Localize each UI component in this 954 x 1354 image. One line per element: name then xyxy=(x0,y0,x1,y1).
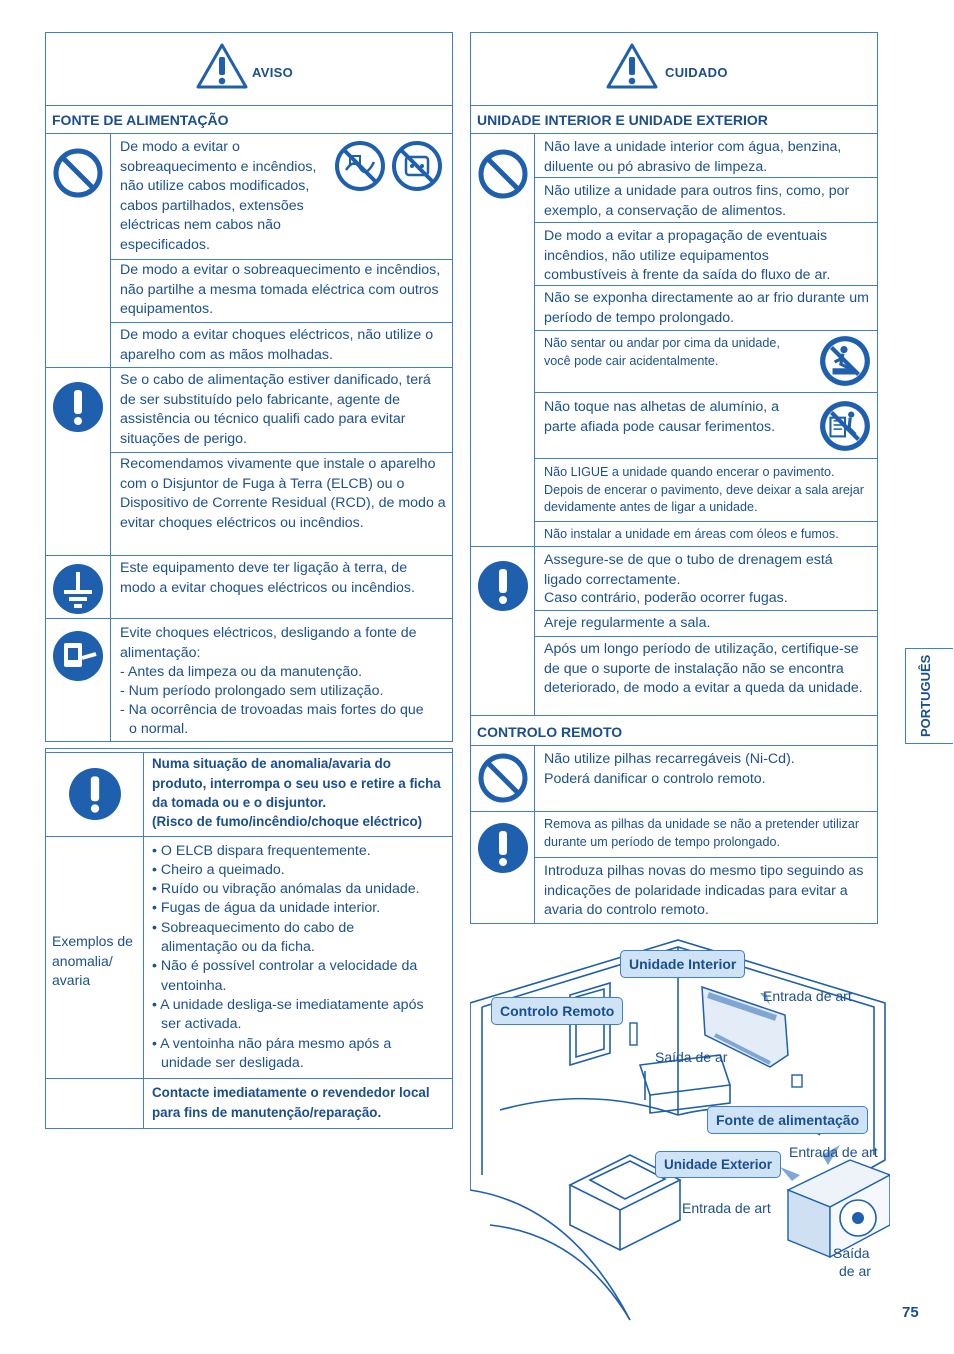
unplug-icon xyxy=(52,630,104,687)
label-air-outlet: Saída xyxy=(833,1245,870,1261)
anomaly-item: ventoinha. xyxy=(161,978,227,994)
label-remote: Controlo Remoto xyxy=(491,997,623,1025)
caution-row-10: Areje regularmente a sala. xyxy=(544,615,711,631)
mandatory-icon xyxy=(477,822,529,879)
warning-row-6: Este equipamento deve ter ligação à terra, de modo a evitar choques eléctricos ou incêndios. xyxy=(120,560,415,596)
caution-row-4: Não se exponha directamente ao ar frio durante um período de tempo prolongado. xyxy=(544,290,869,326)
label-air-inlet: Entrada de art xyxy=(763,988,852,1004)
language-tab: PORTUGUÊS xyxy=(905,648,953,744)
caution-row-8: Não instalar a unidade em áreas com óleos e fumos. xyxy=(544,527,839,541)
warning-triangle-icon xyxy=(606,42,658,95)
ground-icon xyxy=(52,563,104,620)
unplug-item-2: - Num período prolongado sem utilização. xyxy=(120,683,384,699)
mandatory-icon xyxy=(52,381,104,438)
anomaly-subtitle: (Risco de fumo/incêndio/choque eléctrico) xyxy=(152,814,423,829)
anomaly-item: • A unidade desliga-se imediatamente após xyxy=(152,997,424,1013)
warning-row-2: De modo a evitar o sobreaquecimento e incêndios, não partilhe a mesma tomada eléctrica com outros equipamentos. xyxy=(120,262,441,317)
caution-row-7: Não LIGUE a unidade quando encerar o pavimento. Depois de encerar o pavimento, deve deixar a sala arejar devidamente antes de ligar a unidade. xyxy=(544,465,864,514)
label-air-outlet: de ar xyxy=(839,1263,871,1279)
anomaly-examples-label: Exemplos de anomalia/ avaria xyxy=(52,933,133,988)
warning-triangle-icon xyxy=(196,42,248,95)
anomaly-item: unidade ser desligada. xyxy=(161,1055,304,1071)
no-extension-icon xyxy=(391,140,443,197)
label-air-inlet: Entrada de art xyxy=(789,1144,878,1160)
remote-row-2: Remova as pilhas da unidade se não a pretender utilizar durante um período de tempo prolongado. xyxy=(544,817,860,849)
unplug-item-1: - Antes da limpeza ou da manutenção. xyxy=(120,664,363,680)
warning-header: AVISO xyxy=(252,65,293,80)
warning-row-3: De modo a evitar choques eléctricos, não utilize o aparelho com as mãos molhadas. xyxy=(120,327,434,363)
warning-row-7: Evite choques eléctricos, desligando a fonte de alimentação: xyxy=(120,625,417,661)
anomaly-footer: Contacte imediatamente o revendedor local para fins de manutenção/reparação. xyxy=(152,1085,430,1120)
no-sitting-icon xyxy=(818,334,872,393)
caution-row-9b: Caso contrário, poderão ocorrer fugas. xyxy=(544,590,788,606)
anomaly-item: • Cheiro a queimado. xyxy=(152,862,285,878)
prohibition-icon xyxy=(477,148,529,205)
caution-row-3: De modo a evitar a propagação de eventuais incêndios, não utilize equipamentos combustíveis à frente da saída do fluxo de ar. xyxy=(544,228,831,283)
warning-row-5: Recomendamos vivamente que instale o aparelho com o Disjuntor de Fuga à Terra (ELCB) ou o Dispositivo de Corrente Residual (RCD), de modo a evitar choques eléctricos ou incêndios. xyxy=(120,456,446,531)
section-title-remote: CONTROLO REMOTO xyxy=(477,724,623,740)
caution-row-5: Não sentar ou andar por cima da unidade, você pode cair acidentalmente. xyxy=(544,336,780,368)
caution-row-9: Assegure-se de que o tubo de drenagem está ligado correctamente. xyxy=(544,552,833,588)
anomaly-item: • A ventoinha não pára mesmo após a xyxy=(152,1036,392,1052)
warning-row-4: Se o cabo de alimentação estiver danificado, terá de ser substituído pelo fabricante, agente de assistência ou técnico qualifi cado para evitar situações de perigo. xyxy=(120,372,431,447)
label-power: Fonte de alimentação xyxy=(707,1106,868,1134)
remote-row-1: Não utilize pilhas recarregáveis (Ni-Cd). Poderá danificar o controlo remoto. xyxy=(544,751,795,787)
anomaly-item: • Ruído ou vibração anómalas da unidade. xyxy=(152,881,420,897)
caution-row-11: Após um longo período de utilização, certifique-se de que o suporte de instalação não se encontra deteriorado, de modo a evitar a queda da unidade. xyxy=(544,641,863,696)
section-title-units: UNIDADE INTERIOR E UNIDADE EXTERIOR xyxy=(477,112,768,128)
mandatory-icon xyxy=(477,560,529,617)
unplug-item-3: - Na ocorrência de trovoadas mais fortes do que xyxy=(120,702,424,718)
label-outdoor-unit: Unidade Exterior xyxy=(655,1151,781,1178)
anomaly-item: • Sobreaquecimento do cabo de xyxy=(152,920,355,936)
caution-row-2: Não utilize a unidade para outros fins, como, por exemplo, a conservação de alimentos. xyxy=(544,183,850,219)
label-air-inlet: Entrada de art xyxy=(682,1200,771,1216)
no-modified-cable-icon xyxy=(334,140,386,197)
anomaly-item: • O ELCB dispara frequentemente. xyxy=(152,843,371,859)
caution-row-1: Não lave a unidade interior com água, benzina, diluente ou pó abrasivo de limpeza. xyxy=(544,139,842,175)
caution-row-6: Não toque nas alhetas de alumínio, a parte afiada pode causar ferimentos. xyxy=(544,399,780,435)
no-touch-fins-icon xyxy=(818,399,872,458)
warning-row-1: De modo a evitar o sobreaquecimento e incêndios, não utilize cabos modificados, cabos partilhados, extensões eléctricas nem cabos não especificados. xyxy=(120,139,317,253)
anomaly-item: ser activada. xyxy=(161,1016,242,1032)
prohibition-icon xyxy=(477,752,529,809)
anomaly-item: alimentação ou da ficha. xyxy=(161,939,315,955)
section-title-power: FONTE DE ALIMENTAÇÃO xyxy=(52,112,229,128)
mandatory-icon xyxy=(68,767,122,826)
label-air-outlet: Saída de ar xyxy=(655,1049,728,1065)
label-indoor-unit: Unidade Interior xyxy=(620,950,745,978)
page-number: 75 xyxy=(902,1304,919,1321)
unplug-item-4: o normal. xyxy=(129,721,189,737)
anomaly-item: • Não é possível controlar a velocidade da xyxy=(152,958,418,974)
anomaly-title: Numa situação de anomalia/avaria do produto, interrompa o seu uso e retire a ficha da tomada ou e o disjuntor. xyxy=(152,756,441,810)
anomaly-item: • Fugas de água da unidade interior. xyxy=(152,900,381,916)
prohibition-icon xyxy=(52,147,104,204)
remote-row-3: Introduza pilhas novas do mesmo tipo seguindo as indicações de polaridade indicadas para evitar a avaria do controlo remoto. xyxy=(544,863,864,918)
caution-header: CUIDADO xyxy=(665,65,728,80)
